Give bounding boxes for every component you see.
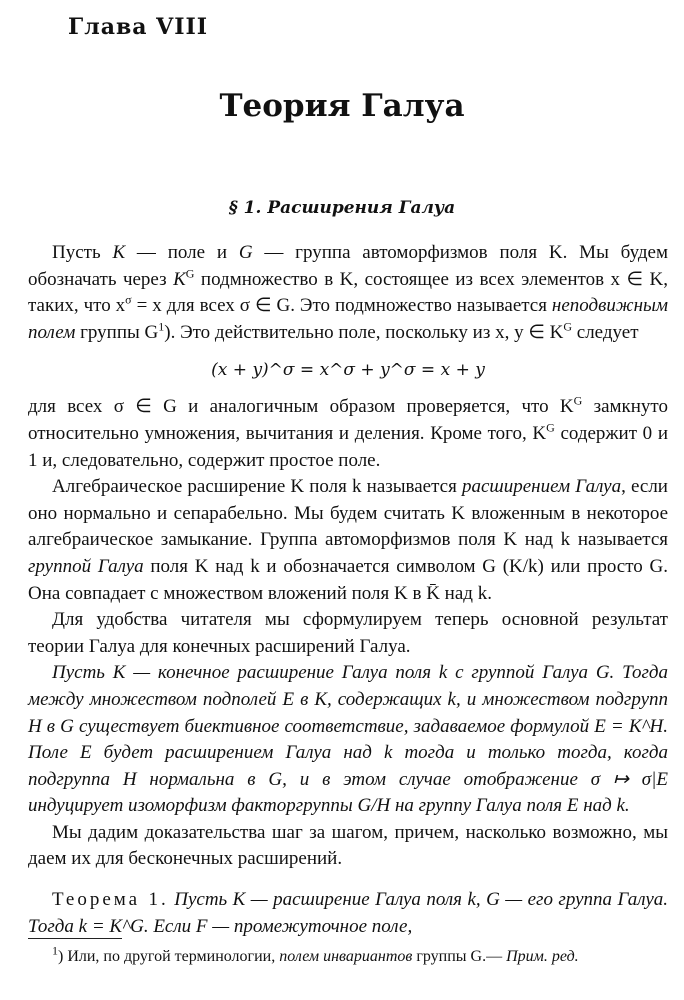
paragraph-galois-extension: Алгебраическое расширение K поля k называется расширением Галуа, если оно нормально и сепарабельно. Мы будем считать K вложенным в некоторое алгебраическое замыкание. Группа автоморфизмов поля K над k называется группой Галуа поля K над k и обозначается символом G (K/k) или просто G. Она совпадает с множеством вложений поля K в K̄ над k. — [28, 476, 668, 604]
section-heading: § 1. Расширения Галуа — [228, 198, 456, 218]
paragraph-main-theorem: Пусть K — конечное расширение Галуа поля k с группой Галуа G. Тогда между множеством подполей E в K, содержащих k, и множеством подгрупп H в G существует биективное соответствие, задаваемое формулой E = K^H. Поле E будет расширением Галуа над k тогда и только тогда, когда подгруппа H нормальна в G, и в этом случае отображение σ ↦ σ|E индуцирует изоморфизм факторгруппы G/H на группу Галуа поля E над k. — [28, 662, 668, 817]
footnote-ref: 1 — [158, 319, 165, 334]
term-galois-extension: расширением Галуа — [461, 476, 622, 498]
footnote-divider — [28, 938, 122, 939]
term-galois-group: группой Галуа — [28, 555, 144, 577]
chapter-title: Теория Галуа — [219, 88, 465, 124]
term-fixed-field: неподвижным полем — [28, 295, 668, 343]
footnote: $^1$) Или, по другой терминологии, полем инвариантов группы G.— Прим. ред. — [52, 943, 579, 965]
display-formula: (x + y)^σ = x^σ + y^σ = x + y — [211, 360, 485, 381]
paragraph-intro-theorem: Для удобства читателя мы сформулируем теперь основной результат теории Галуа для конечных расширений Галуа. — [28, 609, 668, 657]
main-text — [28, 240, 668, 940]
paragraph-fixed-field: Пусть K — поле и G — группа автоморфизмов поля K. Мы будем обозначать через $K^G$ подмножество в K, состоящее из всех элементов x ∈ K, таких, что $x^\sigma = x$ для всех σ ∈ G. Это подмножество называется неподвижным полем группы $G^1$). Это действительно поле, поскольку из x, y ∈ $K^G$ следует — [28, 242, 669, 343]
footnote-mark: 1 — [52, 943, 58, 958]
chapter-heading: Глава VIII — [68, 14, 209, 40]
theorem-1: Теорема 1. Пусть K — расширение Галуа поля k, G — его группа Галуа. Тогда k = K^G. Если F — промежуточное поле, — [28, 889, 669, 937]
paragraph-proofs-note: Мы дадим доказательства шаг за шагом, причем, насколько возможно, мы даем их для бесконечных расширений. — [28, 821, 668, 870]
theorem-label: Теорема 1. — [52, 889, 169, 911]
paragraph-closure: для всех σ ∈ G и аналогичным образом проверяется, что $K^G$ замкнуто относительно умножения, вычитания и деления. Кроме того, $K^G$ содержит 0 и 1 и, следовательно, содержит простое поле. — [28, 394, 668, 471]
